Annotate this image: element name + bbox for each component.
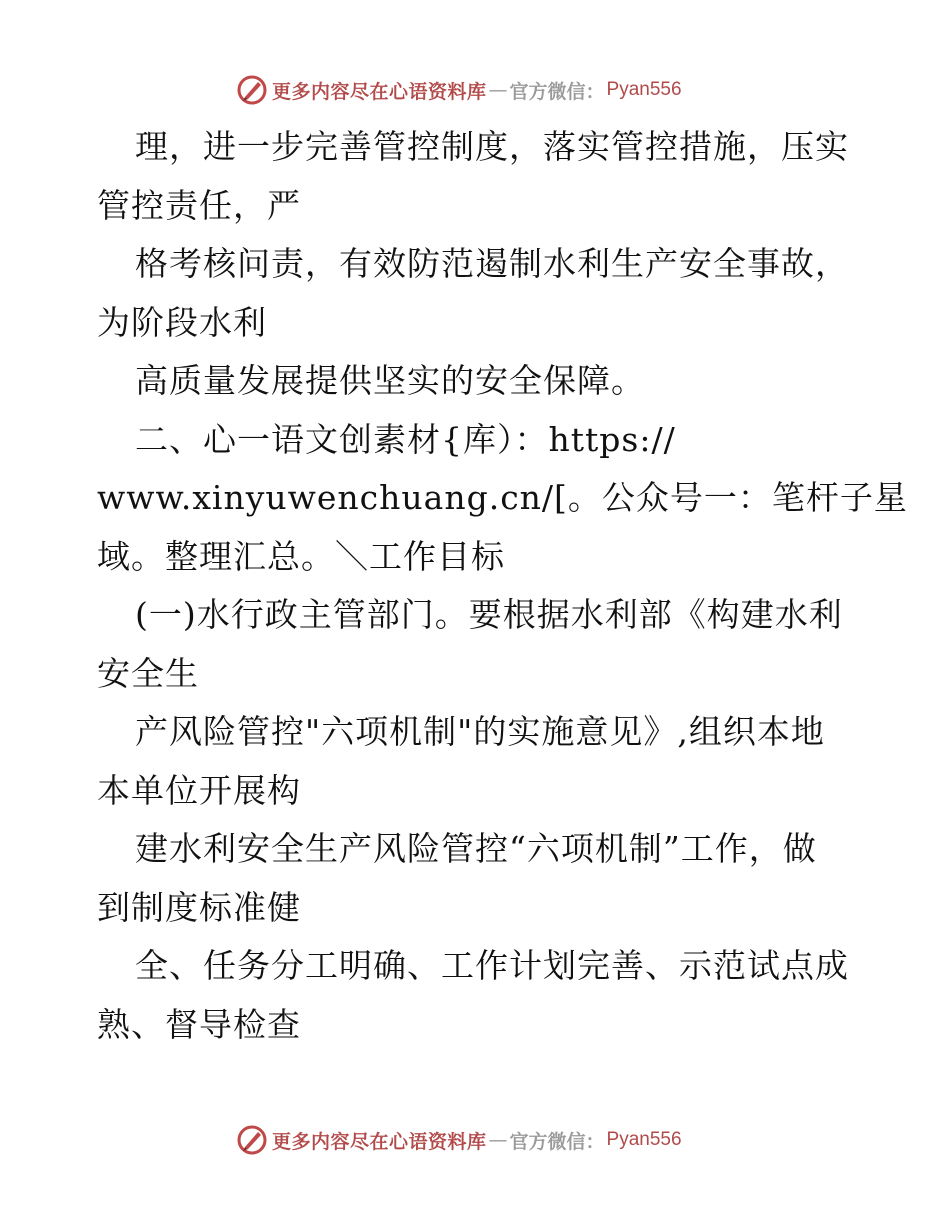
text-line: 理，进一步完善管控制度，落实管控措施，压实	[135, 127, 849, 166]
text-line: 二、心一语文创素材{库）：https://	[135, 419, 676, 459]
banner-dash: —	[488, 1129, 508, 1151]
text-line: 域。整理汇总。＼工作目标	[97, 536, 505, 576]
text-line: 安全生	[97, 653, 199, 693]
banner-slogan: 更多内容尽在心语资料库	[272, 1130, 487, 1153]
quill-pen-logo-icon	[236, 1124, 268, 1156]
text-line: 管控责任，严	[97, 185, 301, 225]
text-line: (一)水行政主管部门。要根据水利部《构建水利	[135, 595, 843, 634]
text-line: 本单位开展构	[97, 770, 301, 810]
quill-pen-logo-icon	[236, 74, 268, 106]
text-line: 到制度标准健	[97, 887, 301, 927]
banner-wechat-handle: Pyan556	[606, 79, 682, 100]
text-line: www.xinyuwenchuang.cn/[。公众号一：笔杆子星	[97, 478, 908, 517]
text-line: 熟、督导检查	[97, 1004, 301, 1044]
text-line: 建水利安全生产风险管控“六项机制”工作，做	[135, 829, 817, 868]
text-line: 产风险管控"六项机制"的实施意见》,组织本地	[135, 712, 825, 751]
text-line: 为阶段水利	[97, 302, 267, 342]
text-line: 全、任务分工明确、工作计划完善、示范试点成	[135, 946, 849, 985]
header-watermark-banner	[236, 73, 682, 107]
banner-wechat-handle: Pyan556	[606, 1129, 682, 1150]
banner-wechat-label: 官方微信：	[509, 80, 605, 103]
banner-slogan: 更多内容尽在心语资料库	[272, 80, 487, 103]
text-line: 高质量发展提供坚实的安全保障。	[135, 361, 645, 400]
text-line: 格考核问责，有效防范遏制水利生产安全事故，	[135, 244, 849, 283]
document-body	[97, 118, 908, 1054]
footer-watermark-banner	[236, 1123, 682, 1157]
banner-wechat-label: 官方微信：	[509, 1130, 605, 1153]
banner-dash: —	[488, 79, 508, 101]
